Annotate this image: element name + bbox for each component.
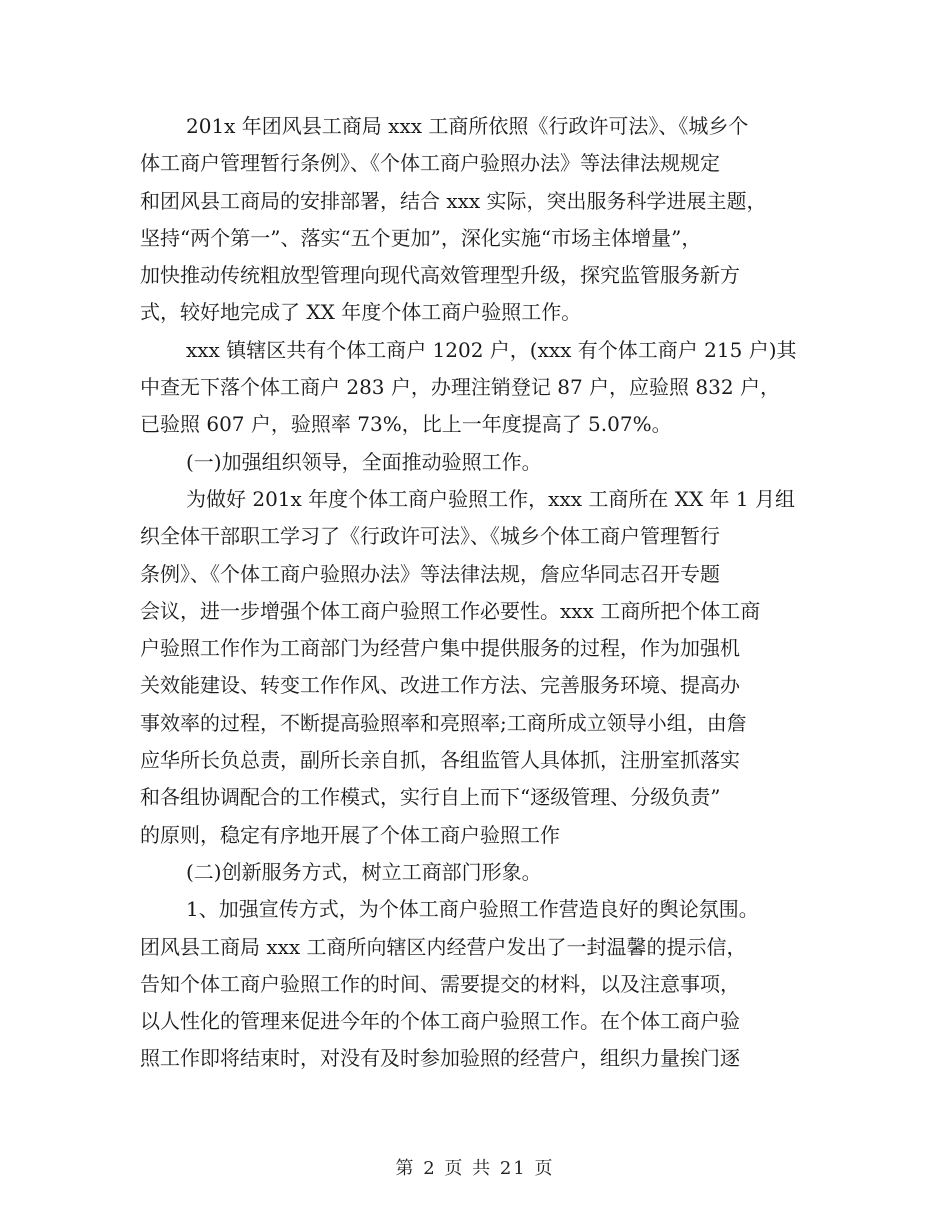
paragraph-line: 加快推动传统粗放型管理向现代高效管理型升级，探究监管服务新方 <box>140 263 740 288</box>
paragraph-line: 户验照工作作为工商部门为经营户集中提供服务的过程，作为加强机 <box>140 636 740 661</box>
paragraph-line: 团风县工商局 xxx 工商所向辖区内经营户发出了一封温馨的提示信， <box>140 934 747 959</box>
paragraph-line: 中查无下落个体工商户 283 户，办理注销登记 87 户，应验照 832 户， <box>140 375 780 400</box>
paragraph-line: 条例》、《个体工商户验照办法》等法律法规，詹应华同志召开专题 <box>140 561 720 586</box>
paragraph-line: 照工作即将结束时，对没有及时参加验照的经营户，组织力量挨门逐 <box>140 1046 740 1071</box>
paragraph-line: 体工商户管理暂行条例》、《个体工商户验照办法》等法律法规规定 <box>140 151 720 176</box>
paragraph-line: 织全体干部职工学习了《行政许可法》、《城乡个体工商户管理暂行 <box>140 524 720 549</box>
paragraph-line: xxx 镇辖区共有个体工商户 1202 户，(xxx 有个体工商户 215 户)其 <box>186 337 797 362</box>
paragraph-line: 式，较好地完成了 XX 年度个体工商户验照工作。 <box>140 300 582 325</box>
paragraph-line: 坚持“两个第一”、落实“五个更加”，深化实施“市场主体增量”， <box>140 225 702 250</box>
paragraph-line: 和团风县工商局的安排部署，结合 xxx 实际，突出服务科学进展主题， <box>140 188 767 213</box>
paragraph-line: 1、加强宣传方式，为个体工商户验照工作营造良好的舆论氛围。 <box>186 897 759 922</box>
section-heading: (二)创新服务方式，树立工商部门形象。 <box>186 859 542 884</box>
paragraph-line: 告知个体工商户验照工作的时间、需要提交的材料，以及注意事项， <box>140 971 740 996</box>
paragraph-line: 的原则，稳定有序地开展了个体工商户验照工作 <box>140 822 560 847</box>
page-number-footer: 第 2 页 共 21 页 <box>395 1158 555 1179</box>
document-body <box>140 108 820 1078</box>
paragraph-line: 201x 年团风县工商局 xxx 工商所依照《行政许可法》、《城乡个 <box>186 114 749 138</box>
paragraph-line: 会议，进一步增强个体工商户验照工作必要性。xxx 工商所把个体工商 <box>140 598 761 623</box>
paragraph-line: 已验照 607 户，验照率 73%，比上一年度提高了 5.07%。 <box>140 412 672 437</box>
paragraph-line: 和各组协调配合的工作模式，实行自上而下“逐级管理、分级负责” <box>140 785 721 810</box>
paragraph-line: 以人性化的管理来促进今年的个体工商户验照工作。在个体工商户验 <box>140 1009 740 1034</box>
paragraph-line: 为做好 201x 年度个体工商户验照工作，xxx 工商所在 XX 年 1 月组 <box>186 486 795 511</box>
section-heading: (一)加强组织领导，全面推动验照工作。 <box>186 449 542 474</box>
paragraph-line: 关效能建设、转变工作作风、改进工作方法、完善服务环境、提高办 <box>140 673 740 698</box>
paragraph-line: 事效率的过程，不断提高验照率和亮照率;工商所成立领导小组，由詹 <box>140 710 747 735</box>
paragraph-line: 应华所长负总责，副所长亲自抓，各组监管人具体抓，注册室抓落实 <box>140 748 740 773</box>
